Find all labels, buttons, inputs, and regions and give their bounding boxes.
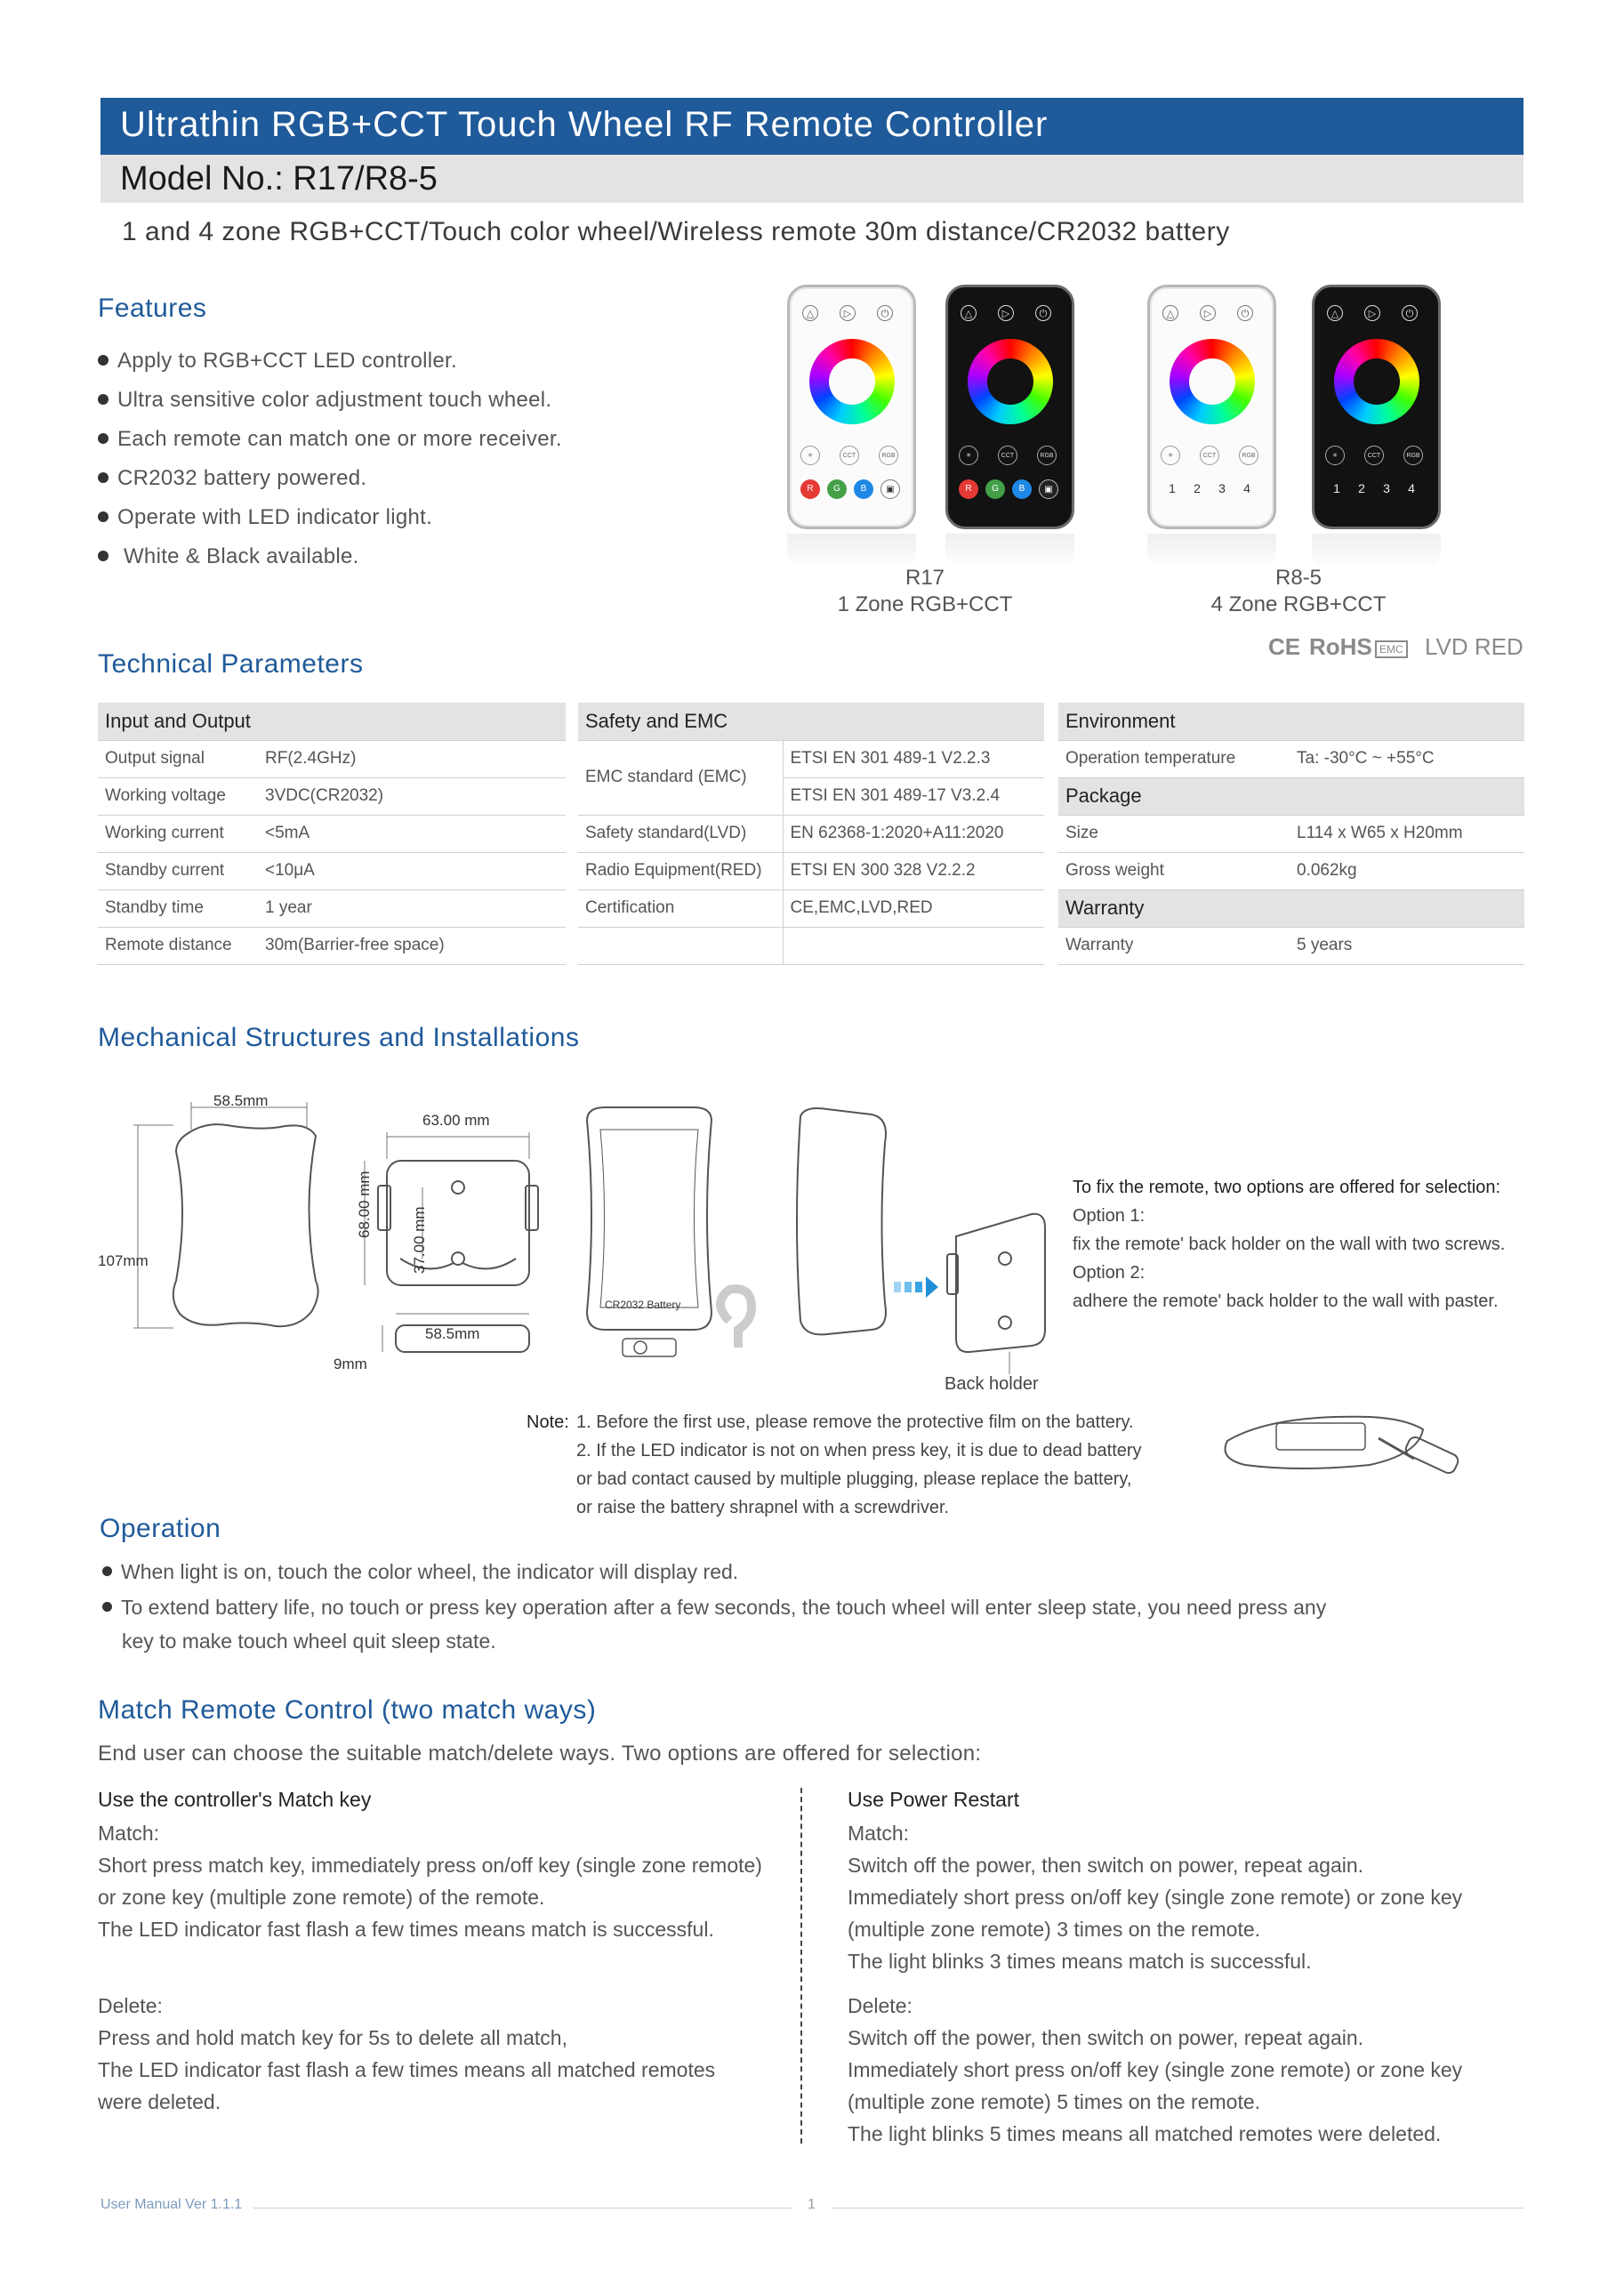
table-row: Output signal RF(2.4GHz)	[98, 740, 566, 777]
green-key: G	[827, 479, 847, 499]
reflection	[787, 534, 916, 569]
subtitle: 1 and 4 zone RGB+CCT/Touch color wheel/Wireless remote 30m distance/CR2032 battery	[122, 217, 1230, 246]
fix-option-1-label: Option 1:	[1073, 1206, 1146, 1226]
play-icon: ▷	[1364, 305, 1380, 321]
rgb-key: RGB	[1037, 446, 1057, 465]
back-holder-label: Back holder	[945, 1374, 1039, 1394]
battery-label: CR2032 Battery	[605, 1299, 681, 1311]
lvd-red-mark: LVD RED	[1425, 633, 1524, 660]
rgb-key: RGB	[879, 446, 898, 465]
power-icon: ⏻	[877, 305, 893, 321]
match-right-header: Use Power Restart	[848, 1788, 1020, 1811]
ce-mark-icon: CE	[1268, 633, 1301, 660]
safety-emc-table	[578, 703, 1044, 965]
red-key: R	[959, 479, 978, 499]
table-row: EMC standard (EMC) ETSI EN 301 489-1 V2.2.3	[578, 740, 1044, 777]
color-wheel-icon	[1334, 339, 1419, 424]
feature-item: Apply to RGB+CCT LED controller.	[98, 349, 457, 374]
match-right-line: Switch off the power, then switch on power, repeat again.	[848, 1854, 1364, 1877]
table-row: Standby current <10μA	[98, 852, 566, 889]
match-right-delete-line: Switch off the power, then switch on power, repeat again.	[848, 2026, 1364, 2049]
brightness-icon: ✳	[959, 446, 978, 465]
dimension-screw-spacing: 37.00 mm	[411, 1206, 428, 1274]
r8-5-zone-label: 4 Zone RGB+CCT	[1210, 592, 1387, 616]
bullet-icon	[98, 355, 109, 366]
operation-item-continued: key to make touch wheel quit sleep state.	[122, 1629, 496, 1653]
dimension-height-holder: 68.00 mm	[356, 1171, 373, 1238]
input-output-table	[98, 703, 566, 965]
match-left-delete-label: Delete:	[98, 1994, 163, 2017]
reflection	[945, 534, 1074, 569]
match-right-line: (multiple zone remote) 3 times on the remote.	[848, 1918, 1261, 1941]
play-icon: ▷	[840, 305, 856, 321]
feature-item: CR2032 battery powered.	[98, 466, 366, 491]
cct-key: CCT	[1364, 446, 1384, 465]
match-left-delete-line: The LED indicator fast flash a few times means all matched remotes	[98, 2058, 716, 2081]
match-right-delete-label: Delete:	[848, 1994, 912, 2017]
feature-item: Ultra sensitive color adjustment touch wheel.	[98, 388, 551, 413]
feature-item: White & Black available.	[98, 544, 359, 569]
play-icon: ▷	[1200, 305, 1216, 321]
zone-3-key: 3	[1218, 481, 1226, 495]
zone-4-key: 4	[1408, 481, 1415, 495]
light-icon: △	[1327, 305, 1343, 321]
green-key: G	[985, 479, 1005, 499]
match-left-line: or zone key (multiple zone remote) of the remote.	[98, 1886, 545, 1909]
cct-key: CCT	[998, 446, 1017, 465]
zone-2-key: 2	[1194, 481, 1201, 495]
match-right-line: Immediately short press on/off key (single zone remote) or zone key	[848, 1886, 1463, 1909]
model-number: Model No.: R17/R8-5	[120, 160, 438, 197]
r17-zone-label: 1 Zone RGB+CCT	[837, 592, 1013, 616]
match-left-match-label: Match:	[98, 1822, 160, 1845]
column-divider	[800, 1788, 802, 2144]
bullet-icon	[98, 511, 109, 522]
dimension-width-front: 58.5mm	[213, 1092, 269, 1109]
note-line: 2. If the LED indicator is not on when press key, it is due to dead battery	[576, 1441, 1142, 1460]
table-row: Working voltage 3VDC(CR2032)	[98, 777, 566, 815]
dimension-width-side: 58.5mm	[425, 1325, 480, 1342]
footer-version: User Manual Ver 1.1.1	[100, 2197, 243, 2212]
technical-parameters-title: Technical Parameters	[98, 649, 364, 679]
color-wheel-icon	[809, 339, 895, 424]
cct-key: CCT	[840, 446, 859, 465]
zone-4-key: 4	[1243, 481, 1250, 495]
r8-5-white-remote-image	[1147, 285, 1276, 529]
emc-mark-icon: EMC	[1375, 640, 1408, 658]
match-left-delete-line: were deleted.	[98, 2090, 221, 2113]
bullet-icon	[98, 433, 109, 444]
zone-1-key: 1	[1169, 481, 1176, 495]
color-wheel-icon	[968, 339, 1053, 424]
dimension-width-holder: 63.00 mm	[422, 1112, 490, 1129]
arrow-icon	[894, 1276, 938, 1298]
table-row: ETSI EN 301 489-17 V3.2.4	[578, 777, 1044, 815]
table-row: Warranty 5 years	[1058, 927, 1524, 964]
brightness-icon: ✳	[1325, 446, 1345, 465]
fix-option-2-label: Option 2:	[1073, 1263, 1146, 1283]
bullet-icon	[98, 551, 109, 561]
blue-key: B	[854, 479, 873, 499]
features-title: Features	[98, 294, 207, 323]
table-row: Working current <5mA	[98, 815, 566, 852]
operation-item: When light is on, touch the color wheel, the indicator will display red.	[102, 1560, 738, 1584]
match-title: Match Remote Control (two match ways)	[98, 1695, 597, 1725]
save-icon: ▣	[880, 479, 900, 499]
brightness-icon: ✳	[800, 446, 820, 465]
fix-instructions-title: To fix the remote, two options are offered for selection:	[1073, 1178, 1500, 1197]
back-holder-install-drawing	[947, 1214, 1045, 1374]
table-row: Remote distance 30m(Barrier-free space)	[98, 927, 566, 964]
table-row: Radio Equipment(RED) ETSI EN 300 328 V2.2.2	[578, 852, 1044, 889]
match-right-delete-line: (multiple zone remote) 5 times on the remote.	[848, 2090, 1261, 2113]
bullet-icon	[102, 1602, 112, 1612]
dimension-depth: 9mm	[334, 1356, 367, 1372]
power-icon: ⏻	[1402, 305, 1418, 321]
match-left-line: The LED indicator fast flash a few times means match is successful.	[98, 1918, 714, 1941]
feature-item: Each remote can match one or more receiver.	[98, 427, 562, 452]
model-bar	[100, 155, 1524, 203]
fix-option-1-text: fix the remote' back holder on the wall with two screws.	[1073, 1235, 1506, 1254]
mechanical-title: Mechanical Structures and Installations	[98, 1023, 580, 1052]
match-left-delete-line: Press and hold match key for 5s to delete all match,	[98, 2026, 567, 2049]
r8-5-model-label: R8-5	[1274, 566, 1323, 590]
back-view-drawing	[587, 1107, 752, 1356]
page-number: 1	[808, 2197, 816, 2212]
footer-line-right	[832, 2208, 1524, 2209]
light-icon: △	[802, 305, 818, 321]
front-outline-drawing	[133, 1102, 318, 1328]
reflection	[1147, 534, 1276, 569]
note-label: Note:	[527, 1412, 569, 1432]
dimension-height-front: 107mm	[98, 1252, 149, 1269]
match-right-line: The light blinks 3 times means match is successful.	[848, 1950, 1312, 1973]
match-right-match-label: Match:	[848, 1822, 910, 1845]
light-icon: △	[961, 305, 977, 321]
table-header: Input and Output	[98, 703, 566, 740]
blue-key: B	[1012, 479, 1032, 499]
brightness-icon: ✳	[1161, 446, 1180, 465]
mechanical-drawings	[89, 1081, 1530, 1499]
r8-5-black-remote-image	[1312, 285, 1441, 529]
battery-removal-drawing	[1226, 1417, 1460, 1476]
back-holder-drawing	[365, 1132, 538, 1352]
zone-1-key: 1	[1333, 481, 1340, 495]
light-icon: △	[1162, 305, 1178, 321]
title-bar	[100, 98, 1524, 155]
rohs-mark-icon: RoHS	[1309, 633, 1372, 660]
r17-black-remote-image	[945, 285, 1074, 529]
reflection	[1312, 534, 1441, 569]
bullet-icon	[98, 472, 109, 483]
document-title: Ultrathin RGB+CCT Touch Wheel RF Remote Controller	[120, 105, 1049, 144]
color-wheel-icon	[1170, 339, 1255, 424]
table-row: Standby time 1 year	[98, 889, 566, 927]
match-left-line: Short press match key, immediately press on/off key (single zone remote)	[98, 1854, 762, 1877]
red-key: R	[800, 479, 820, 499]
table-header: Environment	[1058, 703, 1524, 740]
r17-model-label: R17	[904, 566, 945, 590]
save-icon: ▣	[1039, 479, 1058, 499]
table-row: Certification CE,EMC,LVD,RED	[578, 889, 1044, 927]
table-row: Size L114 x W65 x H20mm	[1058, 815, 1524, 852]
rgb-key: RGB	[1239, 446, 1258, 465]
operation-title: Operation	[100, 1514, 221, 1543]
table-header: Warranty	[1058, 889, 1524, 927]
fix-option-2-text: adhere the remote' back holder to the wall with paster.	[1073, 1291, 1499, 1311]
table-header: Package	[1058, 777, 1524, 815]
operation-item: To extend battery life, no touch or press key operation after a few seconds, the touch wheel will enter sleep state, you need press any	[102, 1596, 1326, 1620]
match-left-header: Use the controller's Match key	[98, 1788, 372, 1811]
cct-key: CCT	[1200, 446, 1219, 465]
table-header: Safety and EMC	[578, 703, 1044, 740]
note-line: or bad contact caused by multiple plugging, please replace the battery,	[576, 1469, 1132, 1489]
zone-2-key: 2	[1358, 481, 1365, 495]
power-icon: ⏻	[1237, 305, 1253, 321]
feature-item: Operate with LED indicator light.	[98, 505, 432, 530]
bullet-icon	[102, 1566, 112, 1576]
play-icon: ▷	[998, 305, 1014, 321]
environment-table	[1058, 703, 1524, 965]
zone-3-key: 3	[1383, 481, 1390, 495]
r17-white-remote-image	[787, 285, 916, 529]
table-row: Operation temperature Ta: -30°C ~ +55°C	[1058, 740, 1524, 777]
match-intro: End user can choose the suitable match/delete ways. Two options are offered for selection:	[98, 1742, 982, 1766]
side-outline-drawing	[797, 1108, 886, 1334]
footer-line-left	[253, 2208, 792, 2209]
power-icon: ⏻	[1035, 305, 1051, 321]
table-row: Gross weight 0.062kg	[1058, 852, 1524, 889]
match-right-delete-line: Immediately short press on/off key (single zone remote) or zone key	[848, 2058, 1463, 2081]
match-right-delete-line: The light blinks 5 times means all matched remotes were deleted.	[848, 2122, 1442, 2145]
note-line: 1. Before the first use, please remove the protective film on the battery.	[576, 1412, 1134, 1432]
table-row: Safety standard(LVD) EN 62368-1:2020+A11:2020	[578, 815, 1044, 852]
rgb-key: RGB	[1403, 446, 1423, 465]
bullet-icon	[98, 394, 109, 405]
note-line: or raise the battery shrapnel with a screwdriver.	[576, 1498, 950, 1517]
